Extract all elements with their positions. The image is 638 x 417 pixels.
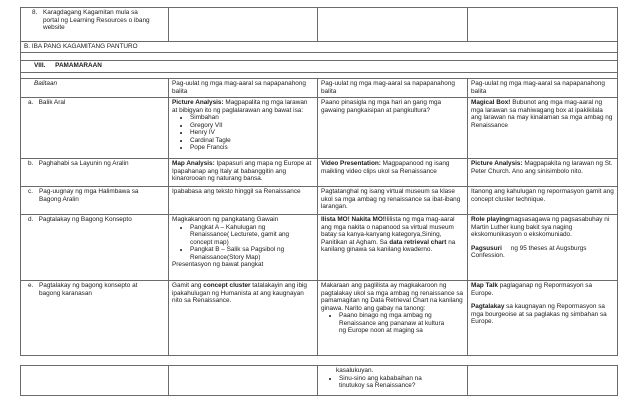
list-item: • Cardinal Tagle [190,137,314,145]
list-item: • Pangkat B – Salik sa Pagsibol ng Renaissance(Story Map) [190,246,314,261]
row-label: b. Paghahabi sa Layunin ng Aralin [21,159,169,187]
list-item: • Pangkat A – Kahulugan ng Renaissance( Lecturete, gamit ang concept map) [190,224,314,247]
list-item: • Sinu-sino ang kababaihan na tinutukoy sa Renaissance? [339,375,464,390]
table-row: e. Pagtalakay ng bagong konsepto at bagong karanasan Gamit ang concept cluster tatalakayin ang ibig ipakahulugan ng Humanista at ang kaugnayan nito sa Renaissance. Makaraan ang paglilista ay magkakaroon ng pagtalakay ukol sa mga ambag ng renaissance sa pamamagitan ng Data Retrieval Chart na kanilang ginawa. Narito ang gabay na tanong: • Paano binago ng mga ambag ng Renaissance ang pananaw at kultura ng Europe noon at maging sa Map Talk paglaganap ng Repormasyon sa Europe. Pagtalakay sa kaugnayan ng Repormasyon sa mga bourgeoise at sa paglakas ng simbahan sa Europe. [21,281,618,356]
guide-question-list-continued [321,375,464,390]
list-item: • Simbahan [190,114,314,122]
section-heading: B. IBA PANG KAGAMITANG PANTURO [21,42,618,53]
picture-list [172,114,314,152]
table-row: d. Pagtalakay ng Bagong Konsepto Magkakaroon ng pangkatang Gawain • Pangkat A – Kahulugan ng Renaissance( Lecturete, gamit ang concept map) • Pangkat B – Salik sa Pagsibol ng Renaissance(Story Map) Presentasyon ng bawat pangkat Ilista MO! Nakita MO!Ililista ng mga mag-aaral ang mga nakita o napanood sa virtual museum batay sa kanya-kanyang kategorya,Sining, Panitikan at Agham. Sa data retrieval chart na kanilang ginawa sa kanilang kwaderno. Role playingmagsasagawa ng pagsasabuhay ni Martin Luther kung bakit sya naging ekskomunikasyon o ekskomuniado. Pagsusuri ng 95 theses at Augsburgs Confession. [21,215,618,281]
group-list [172,224,314,262]
list-item: • Henry IV [190,129,314,137]
table-row: b. Paghahabi sa Layunin ng Aralin Map Analysis: Ipapasuri ang mapa ng Europe at Ipapahanap ang Italy at babanggitin ang kinarorooan ng naturang bansa. Video Presentation: Magpapanood ng isang maikling video clips ukol sa Renaissance Picture Analysis: Magpapakita ng larawan ng St. Peter Church. Ano ang sinisimbolo nito. [21,159,618,187]
list-item: • Pope Francis [190,144,314,152]
section-heading: VIII. PAMAMARAAN [21,61,618,73]
row-label: e. Pagtalakay ng bagong konsepto at bagong karanasan [21,281,169,356]
table-row [21,42,618,53]
guide-question-list [321,312,464,335]
table-row [21,8,618,42]
table-row: kasalukuyan. • Sinu-sino ang kababaihan na tinutukoy sa Renaissance? [21,366,618,396]
table-row: a. Balik Aral Picture Analysis: Magpapalita ng mga larawan at bibigyan ito ng paglalarawan ang bawat isa: • Simbahan • Gregory VII • Henry IV • Cardinal Tagle • Pope Francis Paano pinasigla ng mga hari an gang mga gawaing pangkaisipan at pangkultura? Magical Box! Bubunot ang mga mag-aaral ng mga larawan sa mahiwagang box at ipakikilala ang larawan na may kinalaman sa mga ambag ng Renaissance [21,98,618,159]
table-row: c. Pag-uugnay ng mga Halimbawa sa Bagong Aralin Ipababasa ang teksto hinggil sa Renaissance Pagtatanghal ng isang virtual museum sa klase ukol sa mga ambag ng renaissance sa ibat-ibang larangan. Itanong ang kahulugan ng repormasyon gamit ang concept cluster technique. [21,187,618,215]
row-label: Balitaan [21,79,169,98]
list-item: • Paano binago ng mga ambag ng Renaissance ang pananaw at kultura ng Europe noon at maging sa [339,312,464,335]
row-label: a. Balik Aral [21,98,169,159]
list-item: • Gregory VII [190,122,314,130]
lesson-plan-table [20,7,618,396]
table-row: Balitaan Pag-uulat ng mga mag-aaral sa napapanahong balita Pag-uulat ng mga mag-aaral sa napapanahong balita Pag-uulat ng mga mag-aaral sa napapanahong balita [21,79,618,98]
row-label: 8. Karagdagang Kagamitan mula sa portal ng Learning Resources o ibang website [21,8,169,42]
lesson-plan-page [20,7,617,396]
row-label: d. Pagtalakay ng Bagong Konsepto [21,215,169,281]
row-label: c. Pag-uugnay ng mga Halimbawa sa Bagong Aralin [21,187,169,215]
table-row [21,61,618,73]
